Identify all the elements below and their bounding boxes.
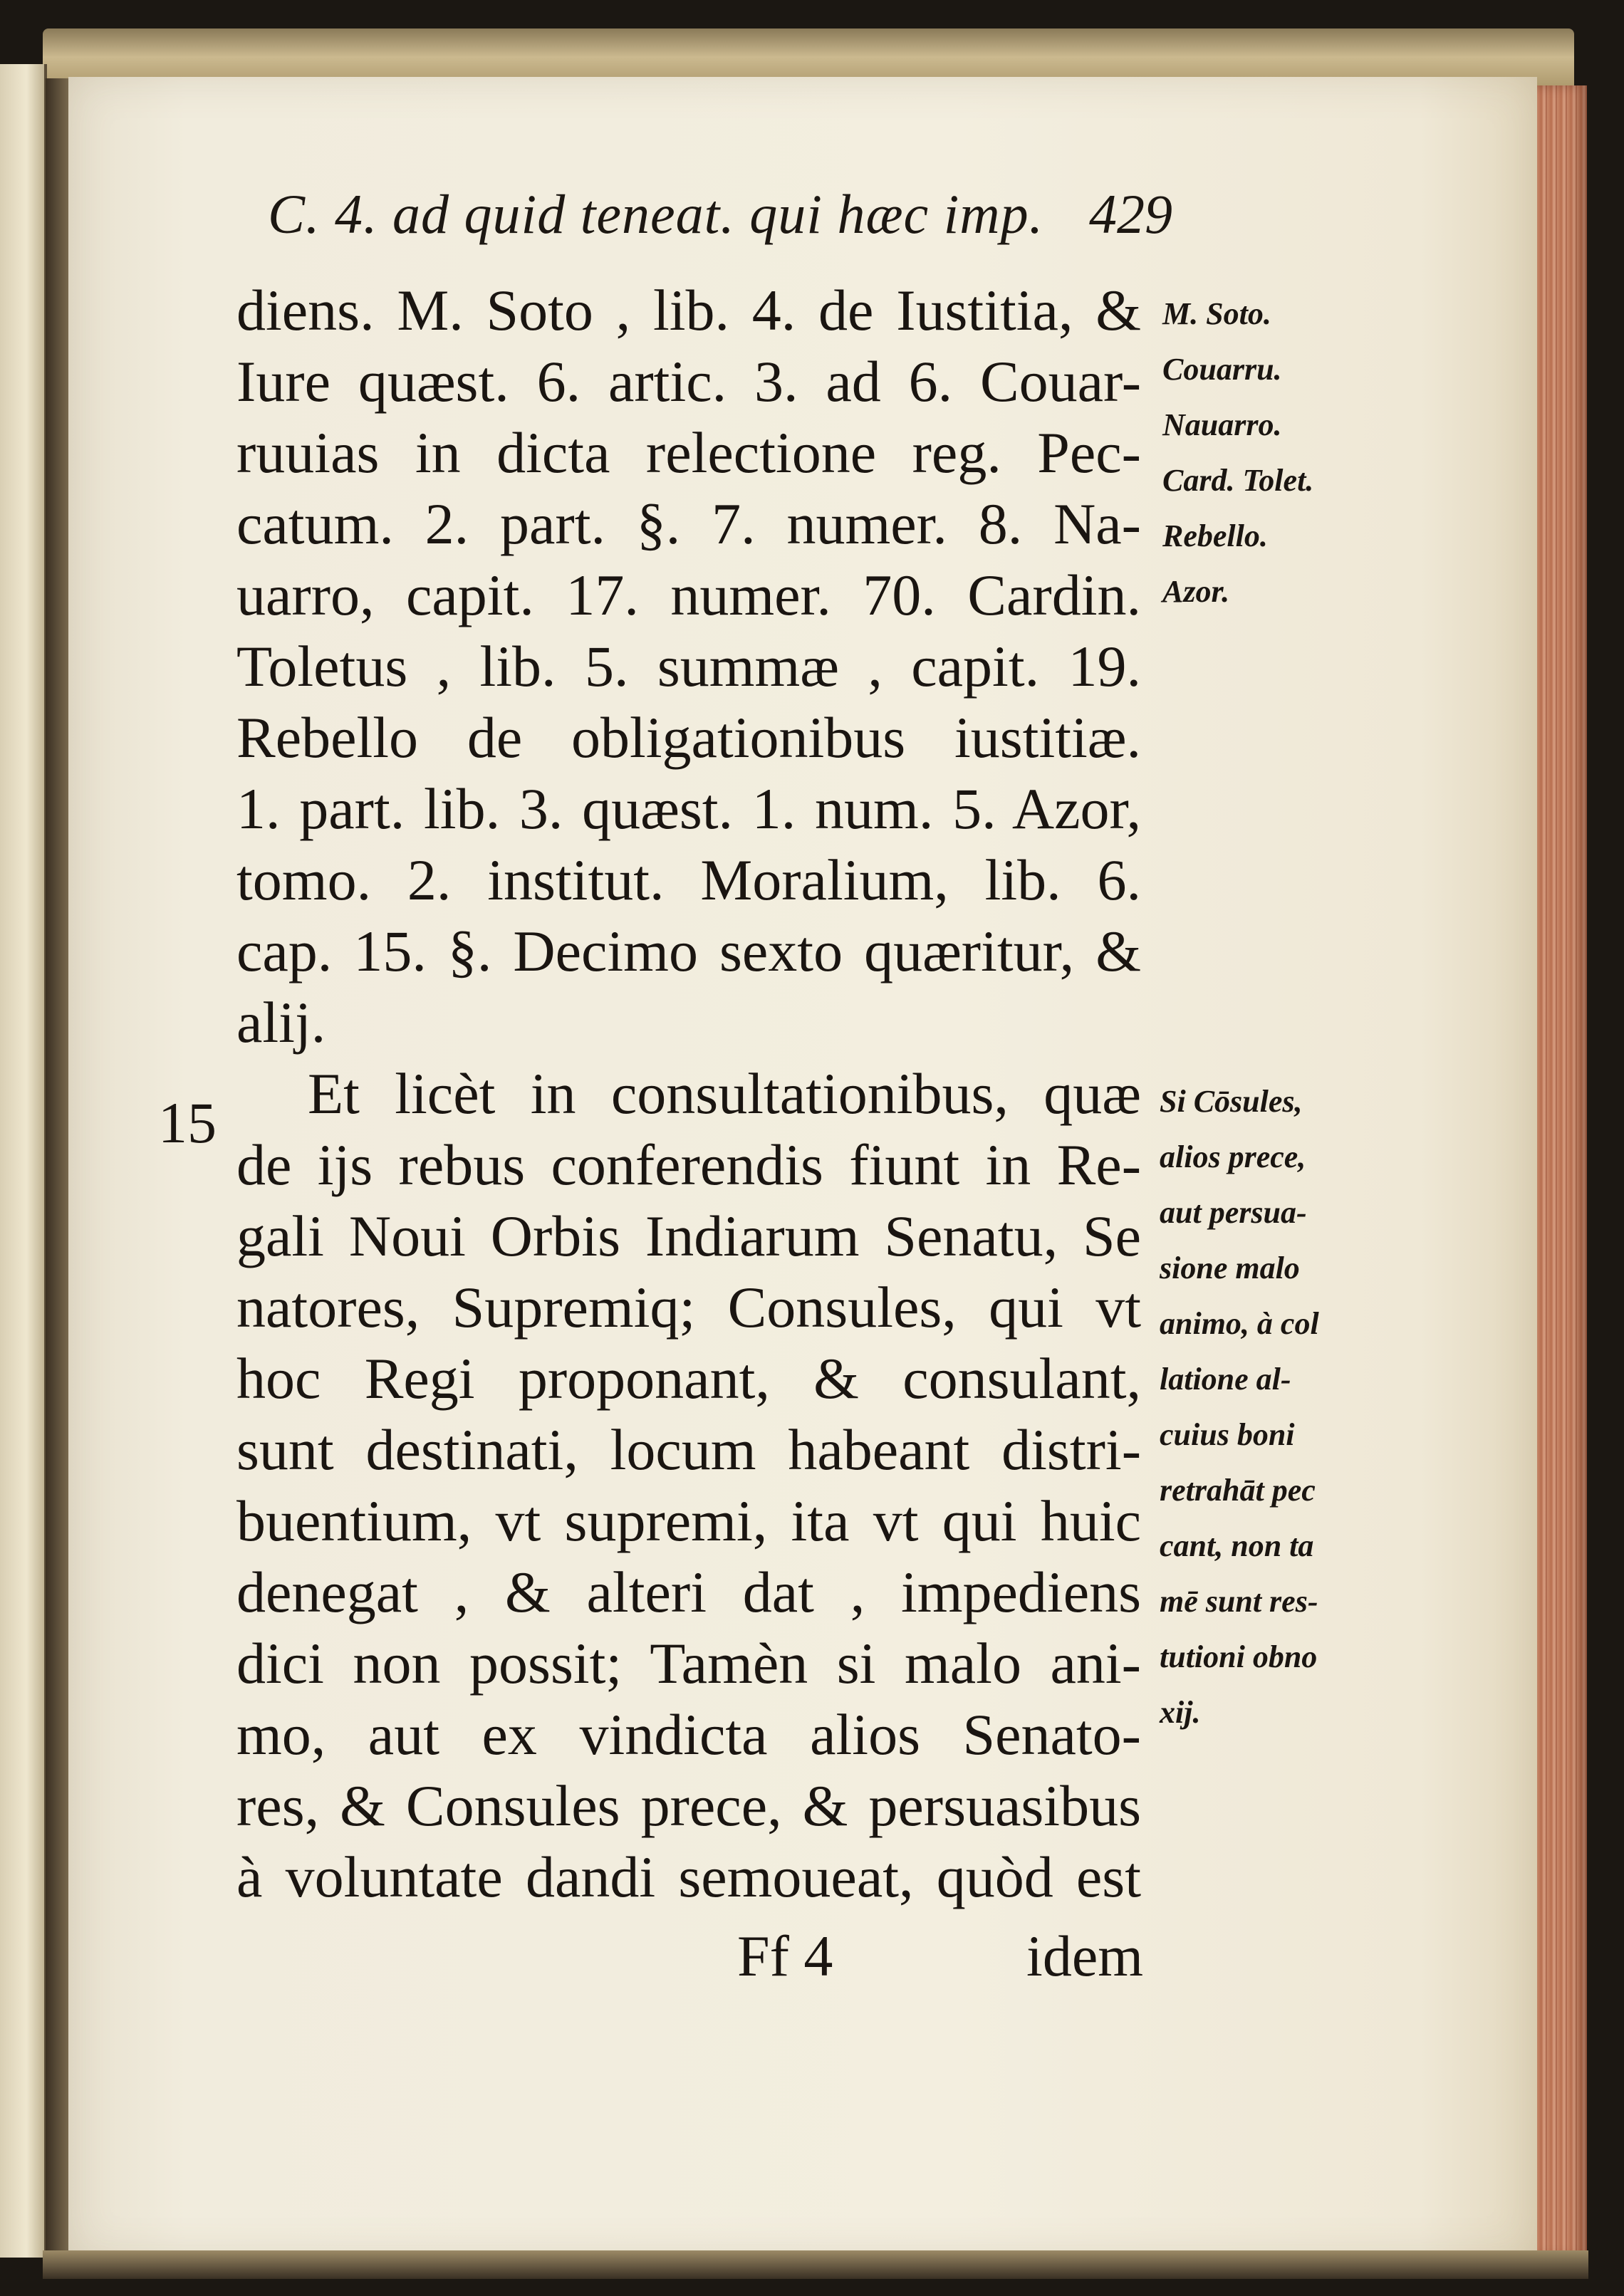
marginal-note-line: Rebello. (1162, 518, 1268, 553)
running-title: C. 4. ad quid teneat. qui hæc imp. (268, 183, 1044, 245)
marginal-note-line: mē sunt res- (1160, 1584, 1318, 1619)
marginal-summary-note (1160, 1074, 1319, 1741)
paragraph-2 (236, 1058, 1141, 1913)
section-number: 15 (158, 1090, 217, 1155)
text-line: Et licèt in consultationibus, quæ (308, 1061, 1141, 1126)
marginal-note-line: Couarru. (1162, 352, 1282, 387)
text-line: uarro, capit. 17. numer. 70. Cardin. (236, 563, 1141, 627)
text-line: diens. M. Soto , lib. 4. de Iustitia, & (236, 278, 1141, 343)
marginal-note-line: alios prece, (1160, 1139, 1306, 1174)
marginal-note-line: cuius boni (1160, 1417, 1295, 1452)
book-bottom-edge (43, 2250, 1588, 2279)
paragraph-1 (236, 275, 1141, 1058)
marginal-note-line: sione malo (1160, 1251, 1300, 1285)
facing-page-edge (0, 64, 47, 2258)
text-line: natores, Supremiq; Consules, qui vt (236, 1275, 1141, 1340)
text-line: 1. part. lib. 3. quæst. 1. num. 5. Azor, (236, 776, 1141, 841)
text-line: denegat , & alteri dat , impediens (236, 1560, 1141, 1624)
marginal-note-line: Si Cōsules, (1160, 1084, 1303, 1119)
text-line: sunt destinati, locum habeant distri- (236, 1417, 1141, 1482)
text-line: ruuias in dicta relectione reg. Pec- (236, 420, 1141, 485)
folio-number: 429 (1089, 183, 1172, 245)
text-line: de ijs rebus conferendis fiunt in Re- (236, 1132, 1141, 1197)
text-line: dici non possit; Tamèn si malo ani- (236, 1631, 1141, 1696)
page-fore-edge (1537, 85, 1587, 2258)
text-line: res, & Consules prece, & persuasibus (236, 1773, 1141, 1838)
text-line: buentium, vt supremi, ita vt qui huic (236, 1488, 1141, 1553)
marginal-note-line: Nauarro. (1162, 407, 1282, 442)
marginal-note-line: M. Soto. (1162, 296, 1271, 331)
marginal-note-line: aut persua- (1160, 1195, 1307, 1230)
text-line: gali Noui Orbis Indiarum Senatu, Se (236, 1204, 1141, 1268)
text-line: à voluntate dandi semoueat, quòd est (236, 1844, 1141, 1909)
text-line: hoc Regi proponant, & consulant, (236, 1346, 1141, 1411)
text-line: cap. 15. §. Decimo sexto quæritur, & (236, 919, 1141, 983)
text-line: catum. 2. part. §. 7. numer. 8. Na- (236, 491, 1141, 556)
text-line: tomo. 2. institut. Moralium, lib. 6. (236, 847, 1141, 912)
marginal-note-line: retrahāt pec (1160, 1473, 1316, 1508)
marginal-note-line: tutioni obno (1160, 1639, 1318, 1674)
marginal-note-line: xij. (1160, 1695, 1201, 1730)
page-footer (737, 1923, 1143, 2001)
text-line: Rebello de obligationibus iustitiæ. (236, 705, 1141, 770)
running-head (268, 182, 1172, 261)
text-line: Iure quæst. 6. artic. 3. ad 6. Couar- (236, 349, 1141, 414)
marginal-note-line: Azor. (1162, 574, 1230, 609)
signature-mark: Ff 4 (737, 1924, 833, 1988)
text-line: alij. (236, 990, 326, 1055)
marginal-note-line: latione al- (1160, 1362, 1291, 1397)
book-gutter (46, 78, 70, 2258)
text-line: mo, aut ex vindicta alios Senato- (236, 1702, 1141, 1767)
marginal-note-line: cant, non ta (1160, 1528, 1314, 1563)
text-line: Toletus , lib. 5. summæ , capit. 19. (236, 634, 1141, 699)
marginal-note-line: animo, à col (1160, 1306, 1319, 1341)
catchword: idem (1026, 1924, 1143, 1988)
marginal-note-line: Card. Tolet. (1162, 463, 1314, 498)
marginal-authorities (1162, 286, 1313, 620)
main-text-block (236, 275, 1141, 1913)
